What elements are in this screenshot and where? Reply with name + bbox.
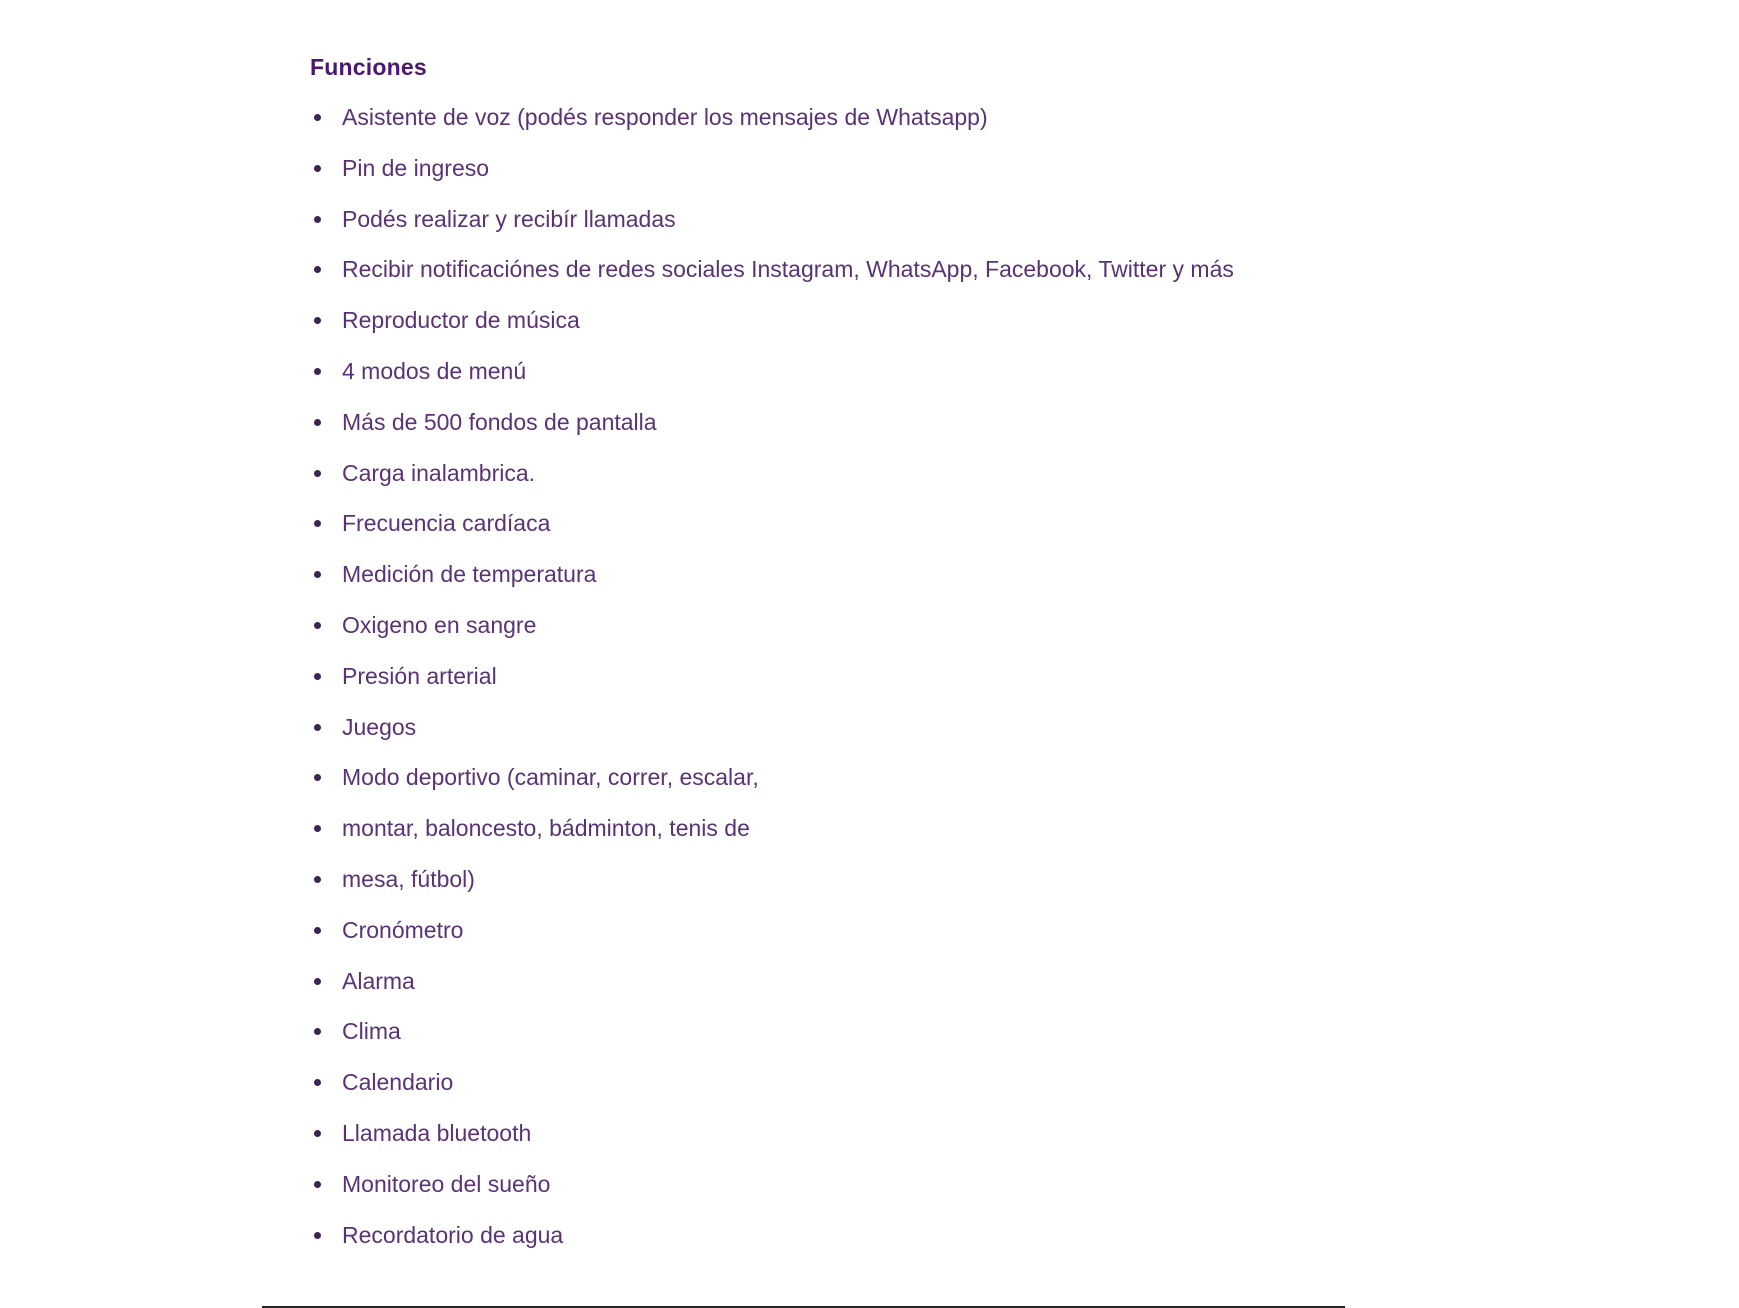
list-item-text: Asistente de voz (podés responder los mensajes de Whatsapp) <box>342 104 988 130</box>
features-list <box>310 104 1350 1272</box>
section-title: Funciones <box>310 54 427 80</box>
list-item-text: Podés realizar y recibír llamadas <box>342 205 676 232</box>
bullet-icon <box>314 876 321 883</box>
bullet-icon <box>314 470 321 477</box>
list-item <box>310 968 1350 1019</box>
bullet-icon <box>314 266 321 273</box>
list-item-text: Frecuencia cardíaca <box>342 510 551 537</box>
list-item-text: Recordatorio de agua <box>342 1221 564 1248</box>
list-item-text: Pin de ingreso <box>342 154 490 181</box>
features-section <box>310 52 1350 1272</box>
list-item <box>310 307 1350 358</box>
list-item <box>310 206 1350 257</box>
bullet-icon <box>314 927 321 934</box>
bullet-icon <box>314 825 321 832</box>
bullet-icon <box>314 216 321 223</box>
list-item <box>310 409 1350 460</box>
list-item <box>310 917 1350 968</box>
list-item-text: 4 modos de menú <box>342 357 527 384</box>
list-item <box>310 358 1350 409</box>
list-item-text: Reproductor de música <box>342 307 580 334</box>
list-item-text: Alarma <box>342 967 415 994</box>
bullet-icon <box>314 165 321 172</box>
list-item-text: Monitoreo del sueño <box>342 1170 551 1197</box>
bullet-icon <box>314 978 321 985</box>
bullet-icon <box>314 724 321 731</box>
bullet-icon <box>314 368 321 375</box>
list-item <box>310 561 1350 612</box>
list-item-text: Calendario <box>342 1069 454 1096</box>
list-item-text: montar, baloncesto, bádminton, tenis de <box>342 815 750 842</box>
list-item-text: mesa, fútbol) <box>342 865 475 892</box>
list-item <box>310 1018 1350 1069</box>
list-item <box>310 1120 1350 1171</box>
list-item-text: Presión arterial <box>342 662 497 689</box>
bullet-icon <box>314 317 321 324</box>
bullet-icon <box>314 1130 321 1137</box>
list-item-text: Cronómetro <box>342 916 464 943</box>
bullet-icon <box>314 520 321 527</box>
list-item <box>310 104 1350 155</box>
bullet-icon <box>314 1079 321 1086</box>
bullet-icon <box>314 774 321 781</box>
list-item <box>310 866 1350 917</box>
list-item <box>310 1171 1350 1222</box>
list-item <box>310 1069 1350 1120</box>
list-item <box>310 764 1350 815</box>
list-item <box>310 510 1350 561</box>
list-item-text: Carga inalambrica. <box>342 459 536 486</box>
list-item-text: Oxigeno en sangre <box>342 611 537 638</box>
list-item <box>310 612 1350 663</box>
list-item <box>310 815 1350 866</box>
bullet-icon <box>314 1028 321 1035</box>
bullet-icon <box>314 419 321 426</box>
list-item-text: Medición de temperatura <box>342 561 597 588</box>
bullet-icon <box>314 114 321 121</box>
list-item <box>310 256 1350 307</box>
list-item <box>310 1222 1350 1273</box>
list-item <box>310 155 1350 206</box>
bullet-icon <box>314 622 321 629</box>
bullet-icon <box>314 1181 321 1188</box>
list-item <box>310 714 1350 765</box>
list-item-text: Llamada bluetooth <box>342 1119 532 1146</box>
list-item-text: Clima <box>342 1018 401 1045</box>
bullet-icon <box>314 1232 321 1239</box>
list-item-text: Juegos <box>342 713 417 740</box>
bullet-icon <box>314 571 321 578</box>
list-item-text: Más de 500 fondos de pantalla <box>342 408 657 435</box>
bullet-icon <box>314 673 321 680</box>
list-item <box>310 663 1350 714</box>
list-item <box>310 460 1350 511</box>
list-item-text: Modo deportivo (caminar, correr, escalar, <box>342 764 759 791</box>
list-item-text: Recibir notificaciónes de redes sociales Instagram, WhatsApp, Facebook, Twitter y más <box>342 256 1234 283</box>
